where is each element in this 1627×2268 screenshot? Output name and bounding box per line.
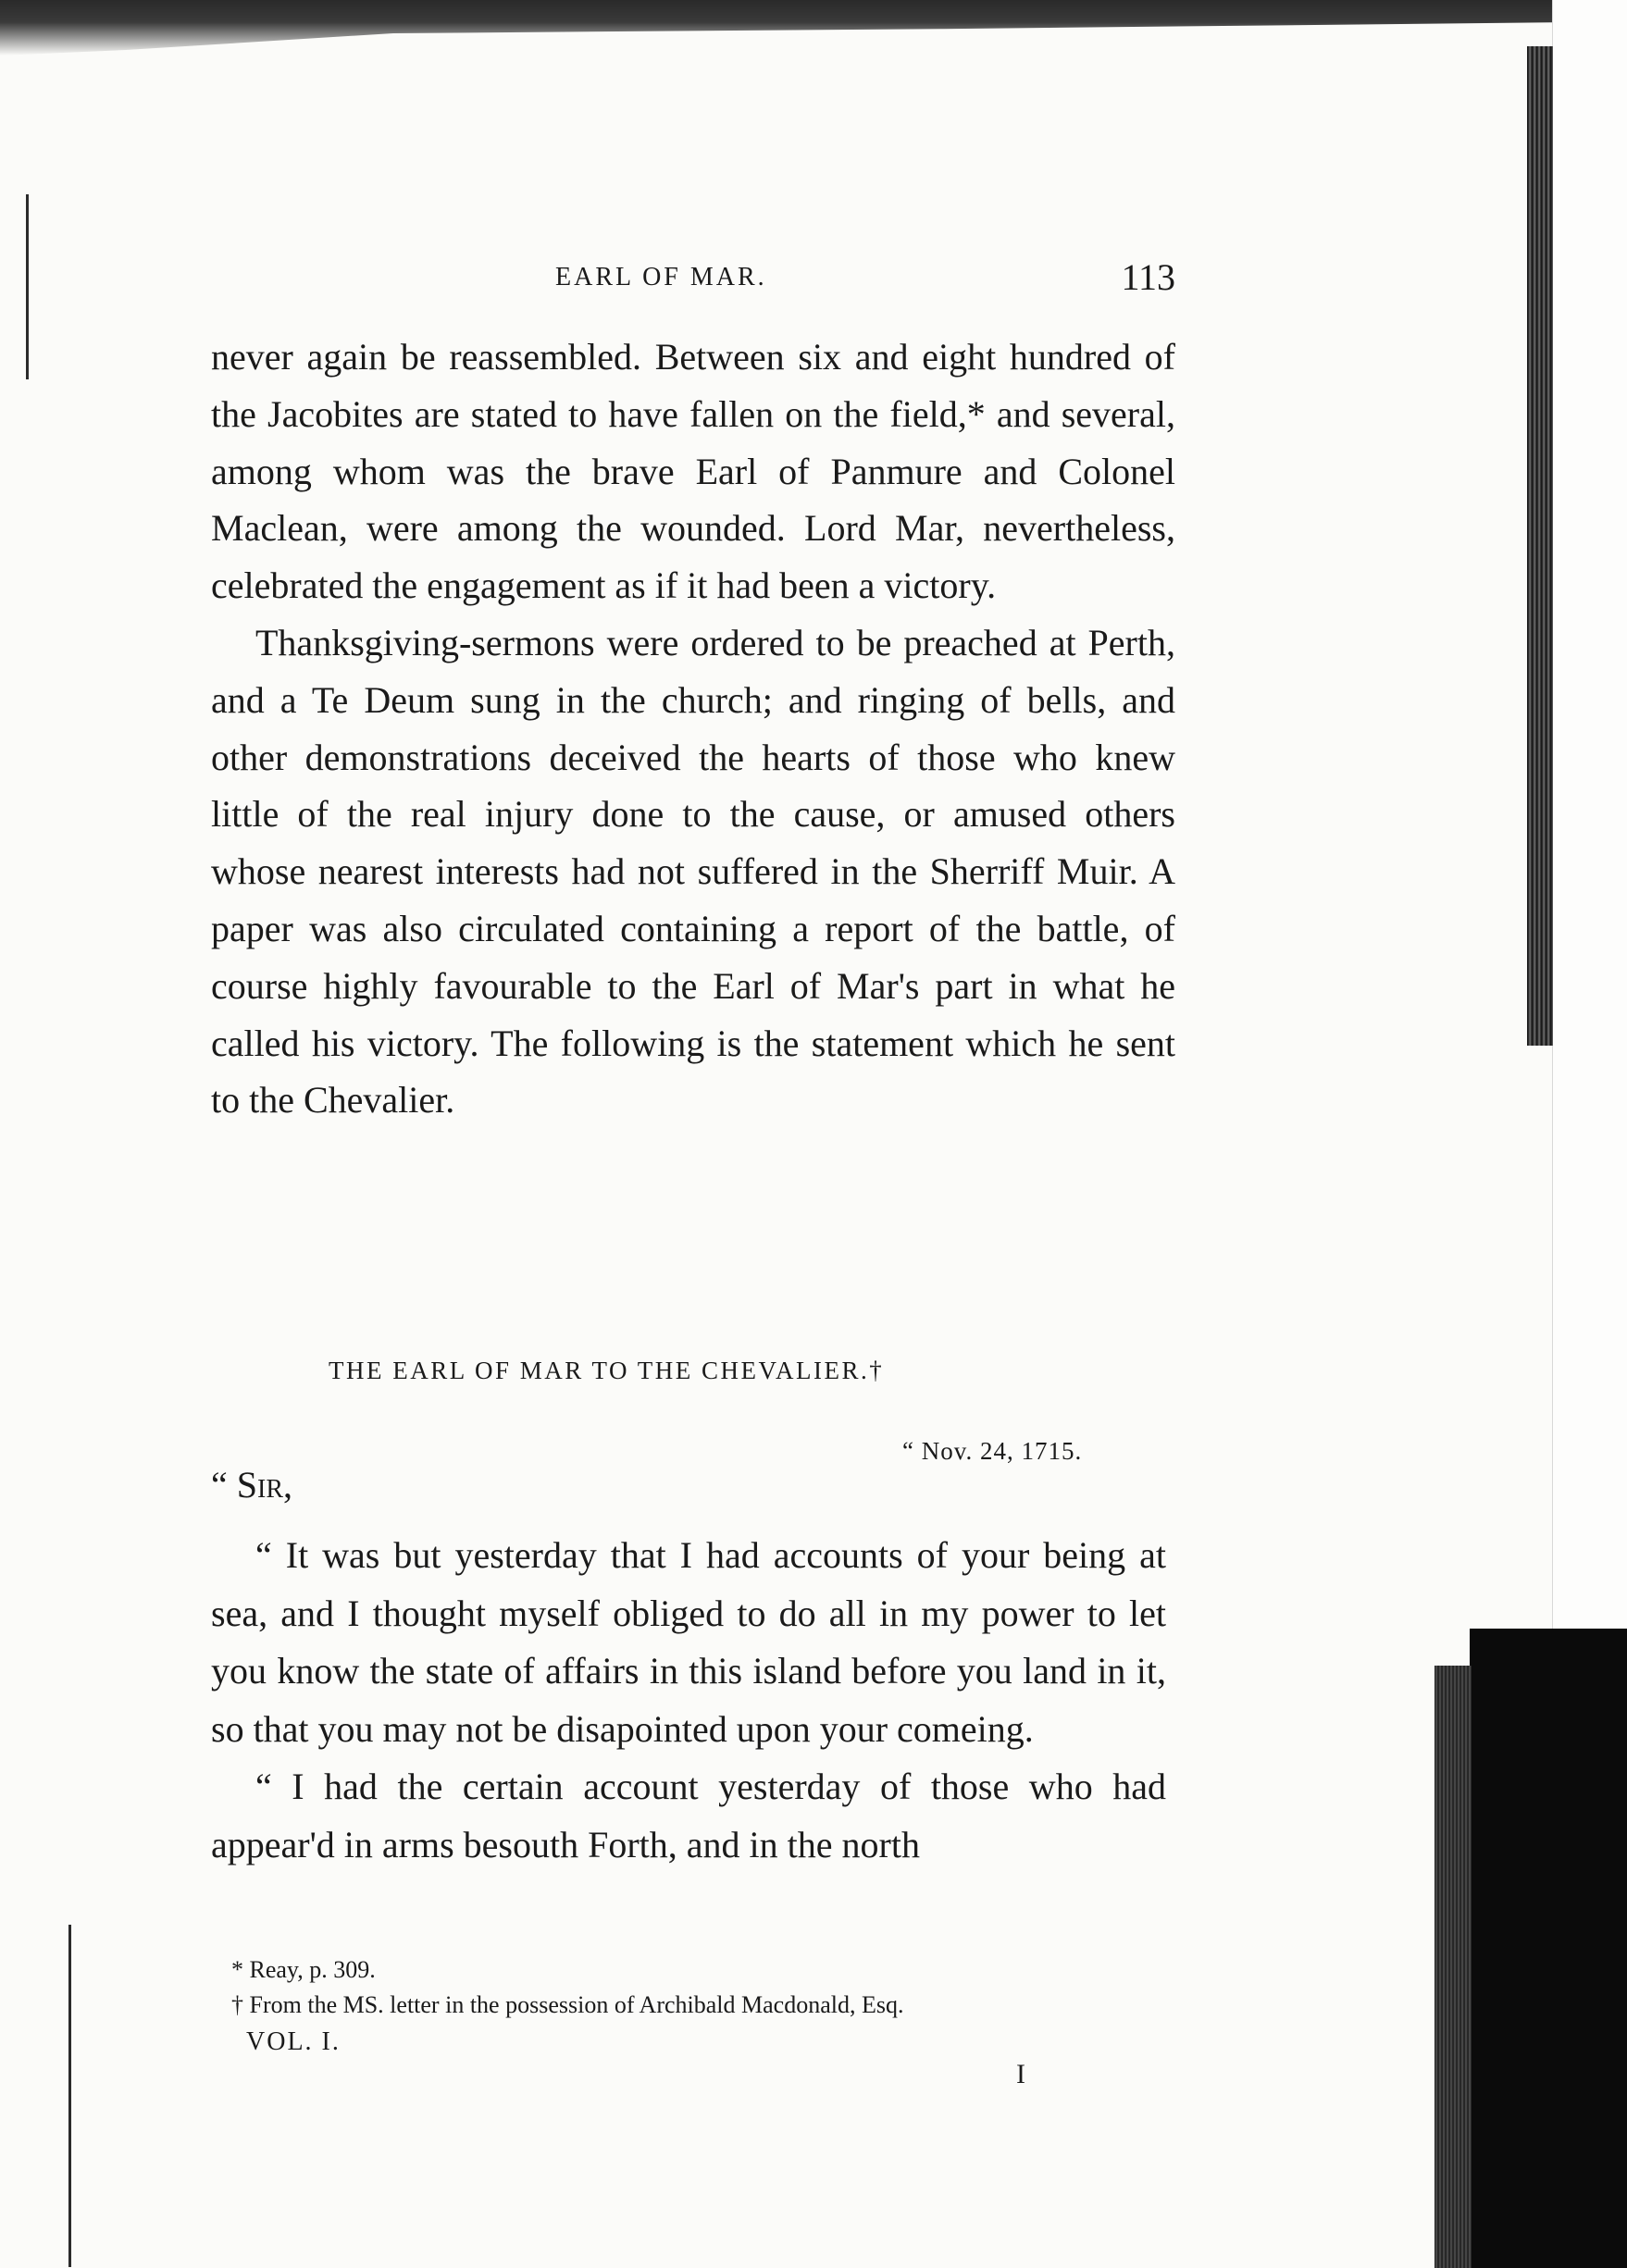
scan-edge-line-lower	[68, 1925, 71, 2267]
footnote: † From the MS. letter in the possession of Archibald Macdonald, Esq.	[231, 1991, 904, 2018]
running-title: EARL OF MAR.	[555, 263, 767, 291]
book-spine-dark	[1470, 1629, 1627, 2268]
letter-heading: THE EARL OF MAR TO THE CHEVALIER.†	[329, 1357, 885, 1384]
running-header	[213, 255, 1175, 302]
letter-salutation	[211, 1463, 292, 1506]
volume-mark: VOL. I.	[246, 2027, 341, 2056]
letter-paragraph: “ It was but yesterday that I had accounts of your being at sea, and I thought myself obliged to do all in my power to let you know the state of affairs in this island before you land in it, so that you may not be disapointed upon your comeing.	[211, 1534, 1166, 1750]
salutation-quote: “	[211, 1464, 237, 1506]
footnotes	[231, 1952, 1175, 2023]
page-margin-right	[1552, 0, 1627, 1629]
salutation-comma: ,	[283, 1464, 293, 1506]
main-text	[211, 328, 1175, 1129]
paragraph: never again be reassembled. Between six and eight hundred of the Jacobites are stated to have fallen on the field,* and several, among whom was the brave Earl of Panmure and Colonel Maclean, were among the wounded. Lord Mar, nevertheless, celebrated the engagement as if it had been a victory.	[211, 336, 1175, 607]
letter-paragraph: “ I had the certain account yesterday of those who had appear'd in arms besouth Forth, and in the north	[211, 1766, 1166, 1865]
scan-edge-line	[26, 194, 29, 379]
book-spine-shadow	[1527, 46, 1553, 1046]
page-number: 113	[1121, 256, 1175, 298]
footnote: * Reay, p. 309.	[231, 1956, 376, 1983]
scan-shadow-top	[0, 0, 1573, 56]
letter-date: “ Nov. 24, 1715.	[902, 1437, 1083, 1465]
paragraph: Thanksgiving-sermons were ordered to be preached at Perth, and a Te Deum sung in the church; and ringing of bells, and other demonstrations deceived the hearts of those who knew little of the real injury done to the cause, or amused others whose nearest interests had not suffered in the Sherriff Muir. A paper was also circulated containing a report of the battle, of course highly favourable to the Earl of Mar's part in what he called his victory. The following is the statement which he sent to the Chevalier.	[211, 621, 1175, 1122]
salutation-word: Sir	[236, 1464, 284, 1506]
letter-body	[211, 1527, 1166, 1874]
signature-mark: I	[1016, 2059, 1025, 2089]
